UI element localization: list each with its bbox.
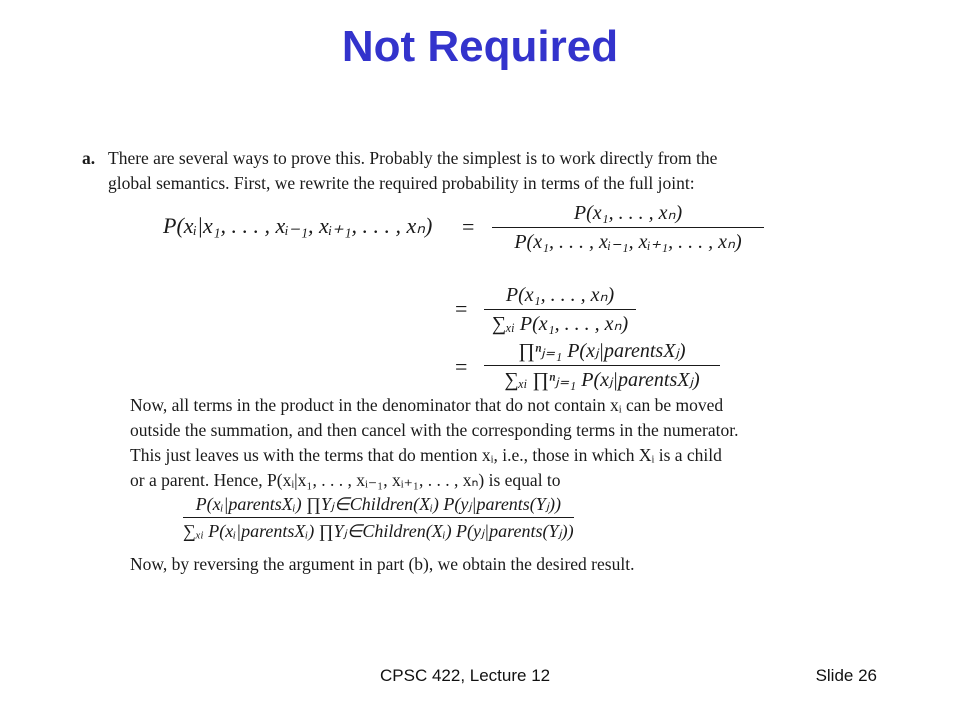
- fraction-1-numerator: P(x₁, . . . , xₙ): [573, 202, 683, 224]
- intro-paragraph: [82, 146, 872, 196]
- footer-course: CPSC 422, Lecture 12: [380, 666, 551, 685]
- fraction-2-numerator: P(x₁, . . . , xₙ): [505, 284, 615, 306]
- equation-lhs: P(xᵢ|x₁, . . . , xᵢ₋₁, xᵢ₊₁, . . . , xₙ): [163, 213, 433, 238]
- result-numerator: P(xᵢ|parentsXᵢ) ∏Yⱼ∈Children(Xᵢ) P(yⱼ|parents(Yⱼ)): [195, 494, 561, 514]
- equals-sign-3: =: [455, 354, 468, 379]
- fraction-2: [484, 282, 636, 337]
- fraction-1-denominator: P(x₁, . . . , xᵢ₋₁, xᵢ₊₁, . . . , xₙ): [514, 231, 742, 253]
- equals-sign-1: =: [462, 214, 475, 239]
- fraction-1: [492, 200, 764, 255]
- fraction-3-bar: [484, 365, 720, 366]
- body-line-1: Now, all terms in the product in the denominator that do not contain xᵢ can be moved: [130, 395, 724, 415]
- slide-title: Not Required: [341, 22, 619, 71]
- body-line-2: outside the summation, and then cancel with the corresponding terms in the numerator.: [130, 420, 739, 440]
- intro-line-2: global semantics. First, we rewrite the required probability in terms of the full joint:: [108, 173, 695, 193]
- fraction-3-numerator: ∏ⁿⱼ₌₁ P(xⱼ|parentsXⱼ): [518, 340, 686, 362]
- equals-sign-2: =: [455, 296, 468, 321]
- result-denominator: ∑ₓᵢ P(xᵢ|parentsXᵢ) ∏Yⱼ∈Children(Xᵢ) P(yⱼ|parents(Yⱼ)): [183, 521, 574, 541]
- result-fraction-bar: [183, 517, 574, 518]
- body-line-3: This just leaves us with the terms that do mention xᵢ, i.e., those in which Xᵢ is a child: [130, 445, 722, 465]
- fraction-2-bar: [484, 309, 636, 310]
- fraction-1-bar: [492, 227, 764, 228]
- body-line-4: or a parent. Hence, P(xᵢ|x₁, . . . , xᵢ₋₁, xᵢ₊₁, . . . , xₙ) is equal to: [130, 470, 561, 490]
- conclusion-paragraph: Now, by reversing the argument in part (b), we obtain the desired result.: [130, 554, 635, 574]
- intro-line-1: There are several ways to prove this. Probably the simplest is to work directly from the: [108, 148, 718, 168]
- fraction-3-denominator: ∑ₓᵢ ∏ⁿⱼ₌₁ P(xⱼ|parentsXⱼ): [504, 369, 700, 391]
- fraction-2-denominator: ∑ₓᵢ P(x₁, . . . , xₙ): [491, 313, 629, 335]
- footer-slide-number: Slide 26: [815, 666, 877, 685]
- result-fraction: [183, 492, 574, 543]
- part-label: a.: [82, 148, 96, 168]
- explanation-paragraph: [130, 393, 830, 493]
- fraction-3: [484, 338, 720, 393]
